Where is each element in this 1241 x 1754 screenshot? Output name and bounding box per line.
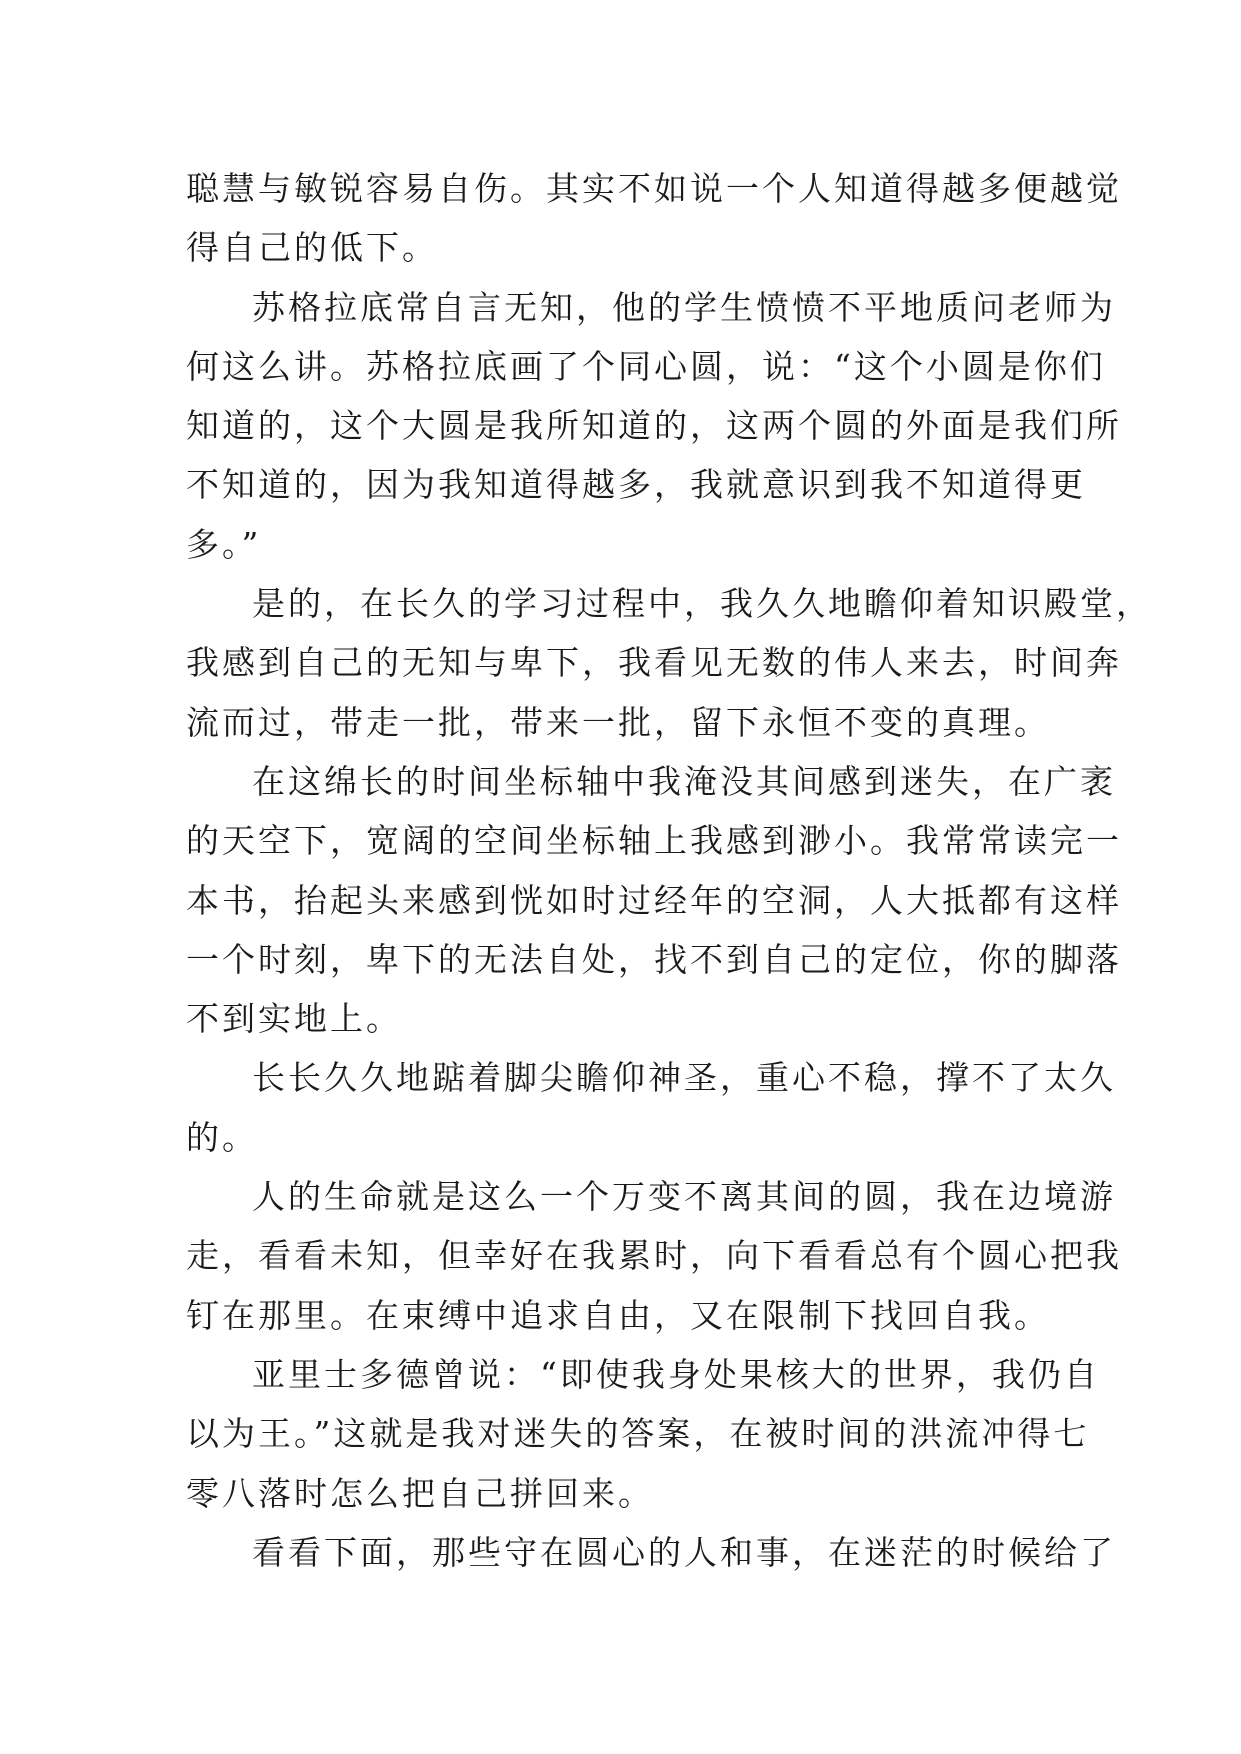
text-line: 人的生命就是这么一个万变不离其间的圆，我在边境游 [252,1177,1116,1217]
text-line: 何这么讲。苏格拉底画了个同心圆，说：“这个小圆是你们 [186,346,1106,386]
text-line: 钉在那里。在束缚中追求自由，又在限制下找回自我。 [186,1295,1050,1335]
text-line: 苏格拉底常自言无知，他的学生愤愤不平地质问老师为 [252,287,1116,327]
text-line: 我感到自己的无知与卑下，我看见无数的伟人来去，时间奔 [186,643,1122,683]
essay-body [186,159,1152,1582]
text-line: 的。 [186,1117,258,1157]
text-line: 长长久久地踮着脚尖瞻仰神圣，重心不稳，撑不了太久 [252,1058,1116,1098]
text-line: 在这绵长的时间坐标轴中我淹没其间感到迷失，在广袤 [252,761,1116,801]
text-line: 得自己的低下。 [186,228,438,268]
text-line: 不到实地上。 [186,999,402,1039]
text-line: 多。” [186,524,262,564]
text-line: 一个时刻，卑下的无法自处，找不到自己的定位，你的脚落 [186,939,1122,979]
text-line: 走，看看未知，但幸好在我累时，向下看看总有个圆心把我 [186,1236,1122,1276]
text-line: 知道的，这个大圆是我所知道的，这两个圆的外面是我们所 [186,406,1122,446]
text-line: 的天空下，宽阔的空间坐标轴上我感到渺小。我常常读完一 [186,821,1122,861]
text-line: 亚里士多德曾说：“即使我身处果核大的世界，我仍自 [252,1354,1100,1394]
text-line: 以为王。”这就是我对迷失的答案，在被时间的洪流冲得七 [186,1414,1090,1454]
text-line: 流而过，带走一批，带来一批，留下永恒不变的真理。 [186,702,1050,742]
text-line: 是的，在长久的学习过程中，我久久地瞻仰着知识殿堂， [252,584,1152,624]
text-line: 本书，抬起头来感到恍如时过经年的空洞，人大抵都有这样 [186,880,1122,920]
text-line: 零八落时怎么把自己拼回来。 [186,1473,654,1513]
text-line: 不知道的，因为我知道得越多，我就意识到我不知道得更 [186,465,1086,505]
text-line: 看看下面，那些守在圆心的人和事，在迷茫的时候给了 [252,1532,1116,1572]
text-line: 聪慧与敏锐容易自伤。其实不如说一个人知道得越多便越觉 [186,169,1122,208]
